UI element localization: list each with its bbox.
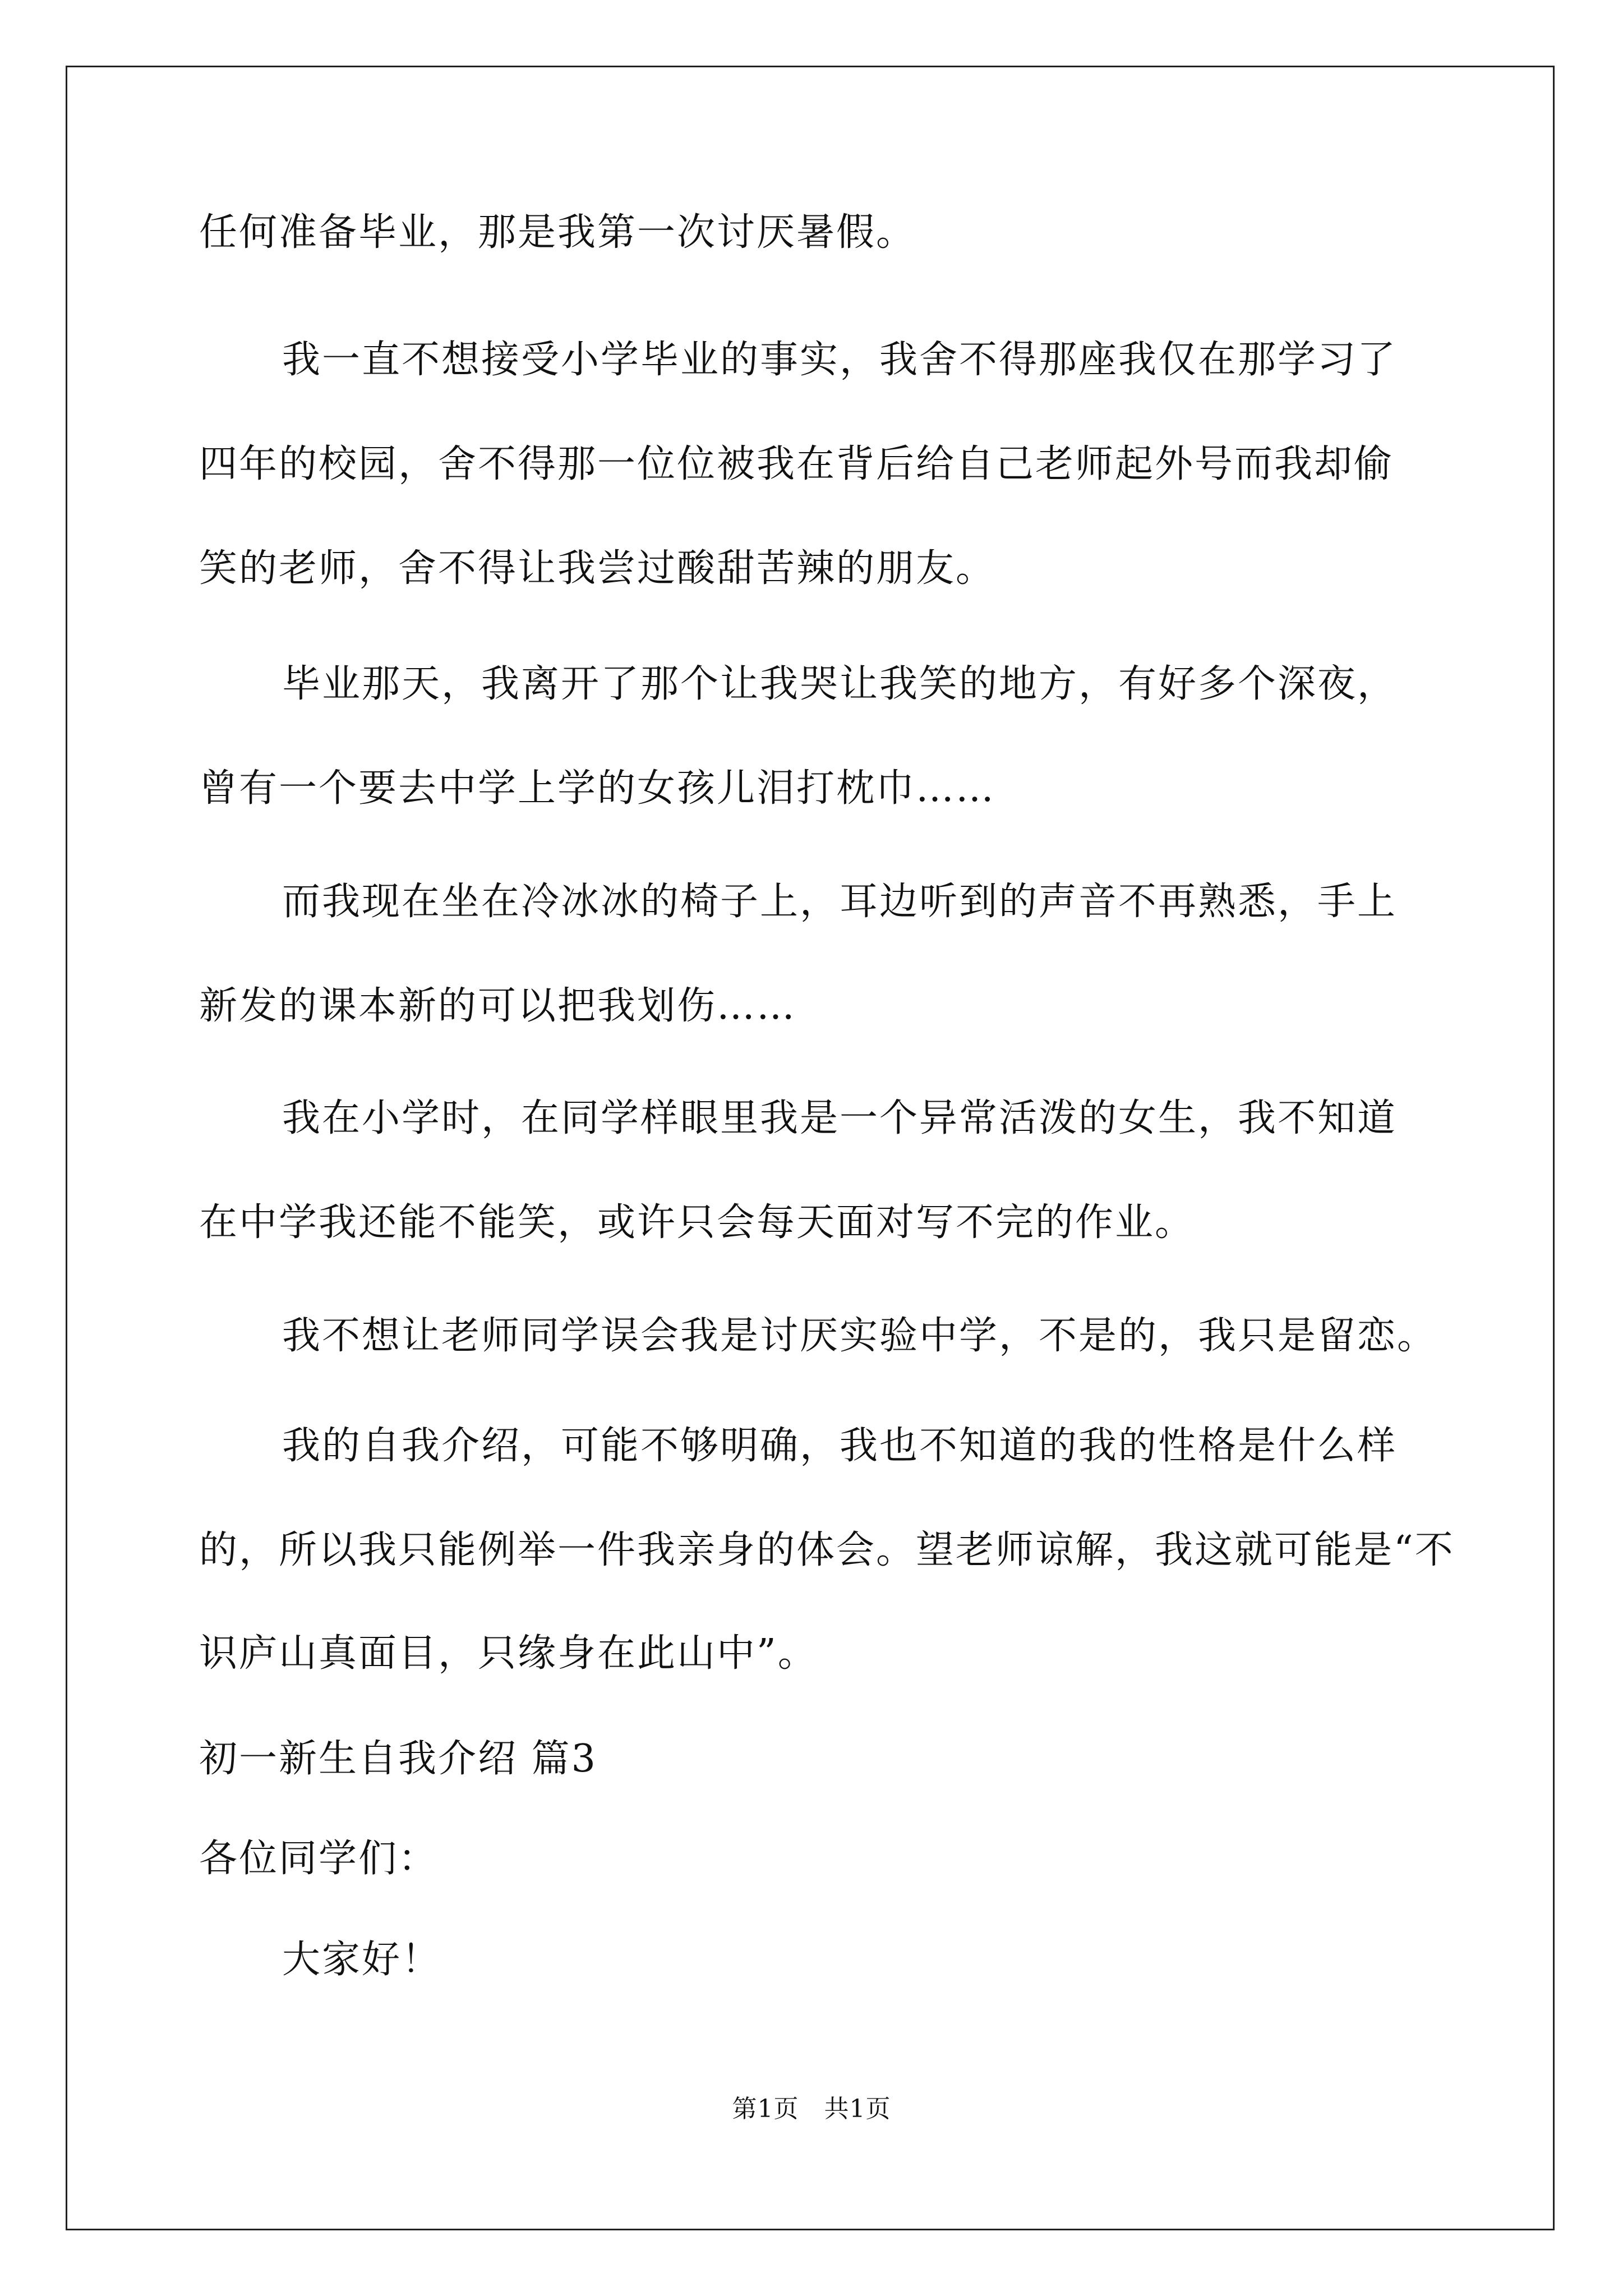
text-line-6: 曾有一个要去中学上学的女孩儿泪打枕巾…… (199, 766, 996, 811)
text-line-1: 任何准备毕业，那是我第一次讨厌暑假。 (199, 210, 916, 255)
text-line-11: 我不想让老师同学误会我是讨厌实验中学，不是的，我只是留恋。 (282, 1314, 1437, 1358)
text-line-2: 我一直不想接受小学毕业的事实，我舍不得那座我仅在那学习了 (282, 338, 1398, 382)
text-line-9: 我在小学时，在同学样眼里我是一个异常活泼的女生，我不知道 (282, 1096, 1398, 1140)
section-heading: 初一新生自我介绍 篇3 (199, 1737, 597, 1781)
text-line-14: 识庐山真面目，只缘身在此山中”。 (199, 1631, 818, 1676)
text-line-4: 笑的老师，舍不得让我尝过酸甜苦辣的朋友。 (199, 546, 996, 591)
text-line-8: 新发的课本新的可以把我划伤…… (199, 984, 797, 1028)
page-border (66, 66, 1555, 2230)
greeting: 大家好！ (282, 1938, 442, 1982)
text-line-3: 四年的校园，舍不得那一位位被我在背后给自己老师起外号而我却偷 (199, 442, 1394, 486)
text-line-12: 我的自我介绍，可能不够明确，我也不知道的我的性格是什么样 (282, 1424, 1398, 1468)
text-line-7: 而我现在坐在冷冰冰的椅子上，耳边听到的声音不再熟悉，手上 (282, 880, 1398, 924)
page-number-footer: 第1页 共1页 (732, 2095, 891, 2123)
salutation: 各位同学们： (199, 1837, 439, 1881)
text-line-13: 的，所以我只能例举一件我亲身的体会。望老师谅解，我这就可能是“不 (199, 1528, 1455, 1572)
text-line-10: 在中学我还能不能笑，或许只会每天面对写不完的作业。 (199, 1200, 1195, 1245)
text-line-5: 毕业那天，我离开了那个让我哭让我笑的地方，有好多个深夜， (282, 662, 1398, 706)
